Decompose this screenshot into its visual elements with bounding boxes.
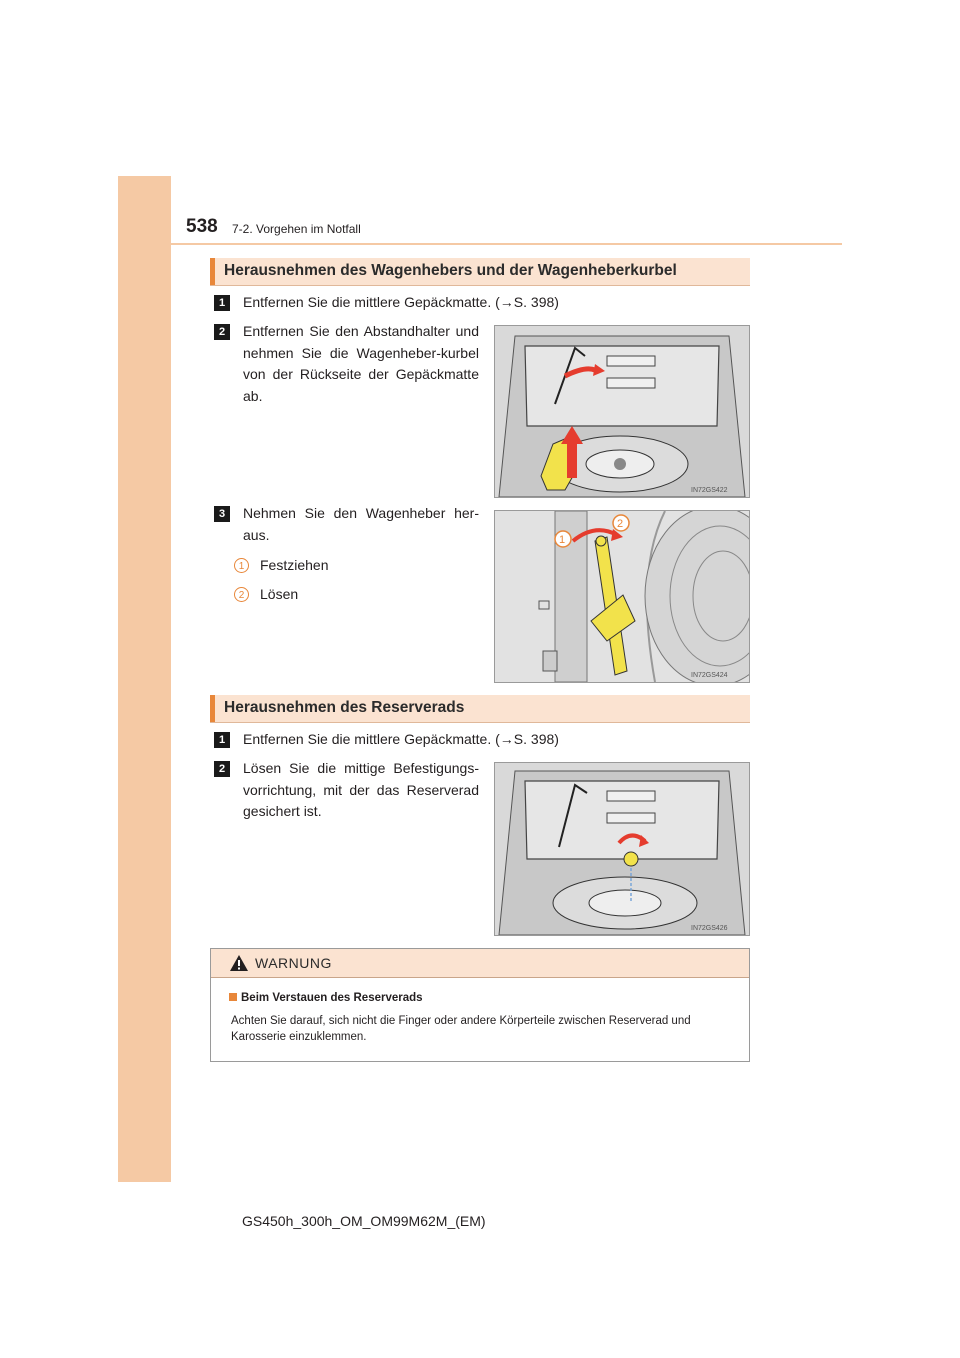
warning-body: Achten Sie darauf, sich nicht die Finger oder andere Körperteile zwischen Reserverad und Karosserie einzuklemmen.: [231, 1015, 691, 1043]
figure-spare-wheel: [494, 762, 750, 936]
callout-number: 2: [234, 587, 249, 602]
section-heading-jack: [210, 258, 750, 286]
warning-subtitle: [229, 992, 423, 1004]
step-number: 3: [214, 506, 230, 522]
step-number: 1: [214, 732, 230, 748]
section-title: Herausnehmen des Wagenhebers und der Wagenheberkurbel: [224, 262, 677, 279]
warning-header: [211, 949, 749, 978]
figure-code: IN72GS426: [691, 925, 728, 932]
warning-title: WARNUNG: [255, 955, 332, 971]
warning-box: [210, 948, 750, 1062]
step-number: 2: [214, 761, 230, 777]
step-number: 1: [214, 295, 230, 311]
step-number: 2: [214, 324, 230, 340]
chapter-title: 7-2. Vorgehen im Notfall: [232, 222, 361, 236]
step-text: Lösen Sie die mittige Befestigungs-vorrichtung, mit der das Reserverad gesichert ist.: [243, 760, 479, 819]
figure-code: IN72GS422: [691, 487, 728, 494]
bullet-square-icon: [229, 993, 237, 1001]
page-number: 538: [186, 216, 218, 237]
step-text: Entfernen Sie den Abstandhalter und nehmen Sie die Wagenheber-kurbel von der Rückseite der Gepäckmatte ab.: [243, 323, 479, 404]
figure-trunk-jack-handle: [494, 325, 750, 498]
footer-code: GS450h_300h_OM_OM99M62M_(EM): [242, 1213, 486, 1229]
header-rule: [118, 243, 842, 245]
section-title: Herausnehmen des Reserverads: [224, 699, 465, 716]
callout-number: 1: [234, 558, 249, 573]
warning-triangle-icon: [229, 954, 249, 972]
side-strip: [118, 176, 171, 1182]
figure-jack: [494, 510, 750, 683]
section-accent-bar: [210, 695, 215, 722]
section-heading-spare-wheel: [210, 695, 750, 723]
sub-item-text: Lösen: [260, 586, 299, 602]
step-text: Entfernen Sie die mittlere Gepäckmatte. (→S. 398): [243, 294, 559, 310]
section-accent-bar: [210, 258, 215, 285]
sub-item-text: Festziehen: [260, 557, 329, 573]
step-text: Entfernen Sie die mittlere Gepäckmatte. (→S. 398): [243, 731, 559, 747]
step-text: Nehmen Sie den Wagenheber her-aus.: [243, 505, 479, 543]
callout-label: 1: [559, 534, 566, 546]
warning-subtitle-text: Beim Verstauen des Reserverads: [241, 992, 423, 1004]
callout-label: 2: [617, 518, 624, 530]
figure-code: IN72GS424: [691, 672, 728, 679]
